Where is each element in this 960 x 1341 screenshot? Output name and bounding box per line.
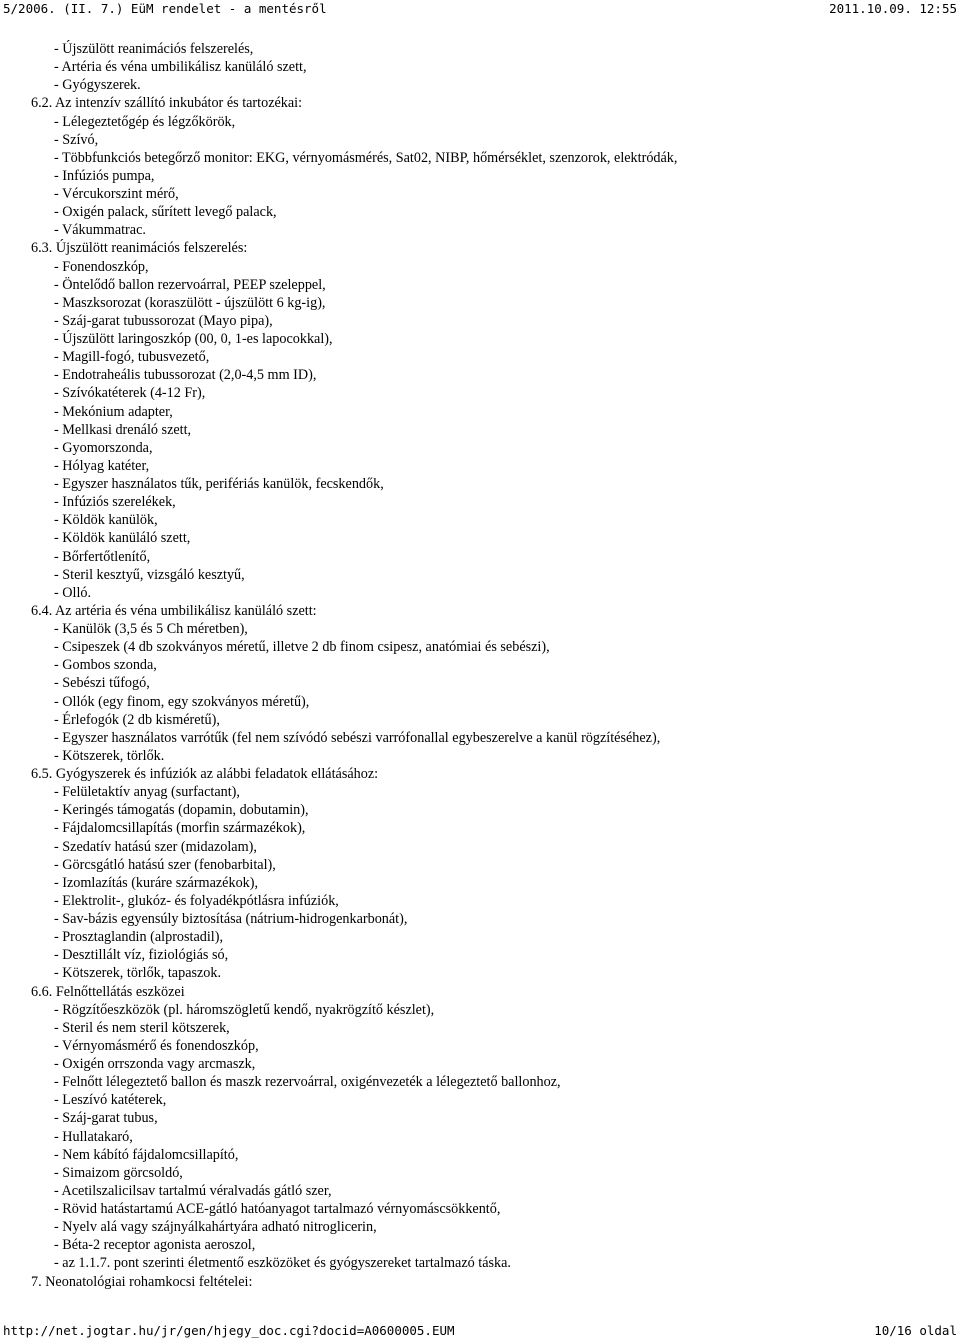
list-item: - Keringés támogatás (dopamin, dobutamin),	[54, 802, 309, 819]
list-item: - Száj-garat tubus,	[54, 1110, 158, 1127]
list-item: - Sebészi tűfogó,	[54, 675, 150, 692]
list-item: - Többfunkciós betegőrző monitor: EKG, vérnyomásmérés, Sat02, NIBP, hőmérséklet, szenzorok, elektródák,	[54, 149, 678, 166]
print-timestamp: 2011.10.09. 12:55	[829, 1, 957, 16]
page-header	[0, 0, 960, 18]
list-item: - Sav-bázis egyensúly biztosítása (nátrium-hidrogenkarbonát),	[54, 911, 408, 927]
list-item: - Vákummatrac.	[54, 222, 146, 239]
list-item: - Acetilszalicilsav tartalmú véralvadás gátló szer,	[54, 1182, 332, 1199]
section-heading: 6.6. Felnőttellátás eszközei	[31, 983, 185, 1000]
list-item: - Bőrfertőtlenítő,	[54, 548, 151, 565]
list-item: - Magill-fogó, tubusvezető,	[54, 349, 210, 366]
list-item: - Infúziós szerelékek,	[54, 494, 176, 511]
list-item: - Artéria és véna umbilikálisz kanüláló szett,	[54, 59, 307, 76]
document-title: 5/2006. (II. 7.) EüM rendelet - a mentésről	[3, 1, 327, 16]
list-item: - Oxigén orrszonda vagy arcmaszk,	[54, 1056, 256, 1072]
section-heading: 6.4. Az artéria és véna umbilikálisz kanüláló szett:	[31, 602, 317, 619]
section-heading: 6.5. Gyógyszerek és infúziók az alábbi feladatok ellátásához:	[31, 766, 379, 782]
list-item: - Leszívó katéterek,	[54, 1092, 167, 1109]
section-heading: 6.3. Újszülött reanimációs felszerelés:	[31, 240, 248, 257]
list-item: - Felületaktív anyag (surfactant),	[54, 784, 240, 801]
list-item: - Béta-2 receptor agonista aeroszol,	[54, 1237, 256, 1254]
list-item: - Gyógyszerek.	[54, 77, 141, 94]
list-item: - Mekónium adapter,	[54, 403, 173, 420]
section-heading: 7. Neonatológiai rohamkocsi feltételei:	[31, 1273, 253, 1290]
list-item: - Görcsgátló hatású szer (fenobarbital),	[54, 856, 276, 873]
list-item: - Érlefogók (2 db kisméretű),	[54, 711, 220, 728]
list-item: - Endotraheális tubussorozat (2,0-4,5 mm ID),	[54, 367, 317, 384]
list-item: - Fájdalomcsillapítás (morfin származékok),	[54, 820, 306, 837]
list-item: - Száj-garat tubussorozat (Mayo pipa),	[54, 312, 273, 329]
list-item: - Gyomorszonda,	[54, 439, 153, 456]
list-item: - Szívókatéterek (4-12 Fr),	[54, 385, 206, 402]
list-item: - Ollók (egy finom, egy szokványos méretű),	[54, 693, 310, 710]
list-item: - Oxigén palack, sűrített levegő palack,	[54, 204, 277, 221]
list-item: - Hullatakaró,	[54, 1128, 133, 1145]
list-item: - Gombos szonda,	[54, 657, 157, 674]
list-item: - Olló.	[54, 584, 92, 601]
list-item: - Kötszerek, törlők.	[54, 747, 165, 764]
list-item: - az 1.1.7. pont szerinti életmentő eszközöket és gyógyszereket tartalmazó táska.	[54, 1255, 511, 1272]
list-item: - Fonendoszkóp,	[54, 258, 149, 275]
list-item: - Újszülött reanimációs felszerelés,	[54, 41, 254, 57]
list-item: - Simaizom görcsoldó,	[54, 1164, 183, 1181]
list-item: - Desztillált víz, fiziológiás só,	[54, 947, 229, 964]
list-item: - Kanülök (3,5 és 5 Ch méretben),	[54, 621, 248, 637]
section-heading: 6.2. Az intenzív szállító inkubátor és tartozékai:	[31, 95, 303, 112]
list-item: - Steril kesztyű, vizsgáló kesztyű,	[54, 566, 245, 583]
list-item: - Vérnyomásmérő és fonendoszkóp,	[54, 1037, 259, 1054]
list-item: - Csipeszek (4 db szokványos méretű, illetve 2 db finom csipesz, anatómiai és sebészi),	[54, 639, 550, 656]
list-item: - Köldök kanüláló szett,	[54, 530, 191, 547]
list-item: - Vércukorszint mérő,	[54, 186, 179, 202]
list-item: - Kötszerek, törlők, tapaszok.	[54, 965, 222, 982]
list-item: - Elektrolit-, glukóz- és folyadékpótlásra infúziók,	[54, 892, 339, 909]
list-item: - Izomlazítás (kuráre származékok),	[54, 874, 259, 891]
list-item: - Szívó,	[54, 131, 99, 148]
list-item: - Prosztaglandin (alprostadil),	[54, 929, 224, 946]
document-body	[31, 40, 950, 1291]
list-item: - Rögzítőeszközök (pl. háromszögletű kendő, nyakrögzítő készlet),	[54, 1001, 435, 1018]
list-item: - Egyszer használatos tűk, perifériás kanülök, fecskendők,	[54, 476, 384, 492]
list-item: - Egyszer használatos varrótűk (fel nem szívódó sebészi varrófonallal egybeszerelve a kanül rögzítéséhez),	[54, 729, 661, 746]
list-item: - Nyelv alá vagy szájnyálkahártyára adható nitroglicerin,	[54, 1219, 377, 1236]
page-number: 10/16 oldal	[874, 1323, 957, 1338]
list-item: - Öntelődő ballon rezervoárral, PEEP szeleppel,	[54, 276, 326, 293]
list-item: - Felnőtt lélegeztető ballon és maszk rezervoárral, oxigénvezeték a lélegeztető ballonhoz,	[54, 1074, 561, 1091]
list-item: - Lélegeztetőgép és légzőkörök,	[54, 113, 236, 130]
list-item: - Mellkasi drenáló szett,	[54, 421, 192, 438]
list-item: - Steril és nem steril kötszerek,	[54, 1019, 230, 1036]
list-item: - Maszksorozat (koraszülött - újszülött 6 kg-ig),	[54, 294, 326, 311]
page-footer	[0, 1322, 960, 1340]
source-url: http://net.jogtar.hu/jr/gen/hjegy_doc.cgi?docid=A0600005.EUM	[3, 1323, 455, 1338]
list-item: - Hólyag katéter,	[54, 457, 150, 474]
list-item: - Rövid hatástartamú ACE-gátló hatóanyagot tartalmazó vérnyomáscsökkentő,	[54, 1201, 501, 1217]
list-item: - Nem kábító fájdalomcsillapító,	[54, 1146, 239, 1163]
list-item: - Infúziós pumpa,	[54, 167, 155, 184]
list-item: - Köldök kanülök,	[54, 512, 158, 529]
list-item: - Szedatív hatású szer (midazolam),	[54, 838, 257, 855]
list-item: - Újszülött laringoszkóp (00, 0, 1-es lapocokkal),	[54, 331, 333, 347]
